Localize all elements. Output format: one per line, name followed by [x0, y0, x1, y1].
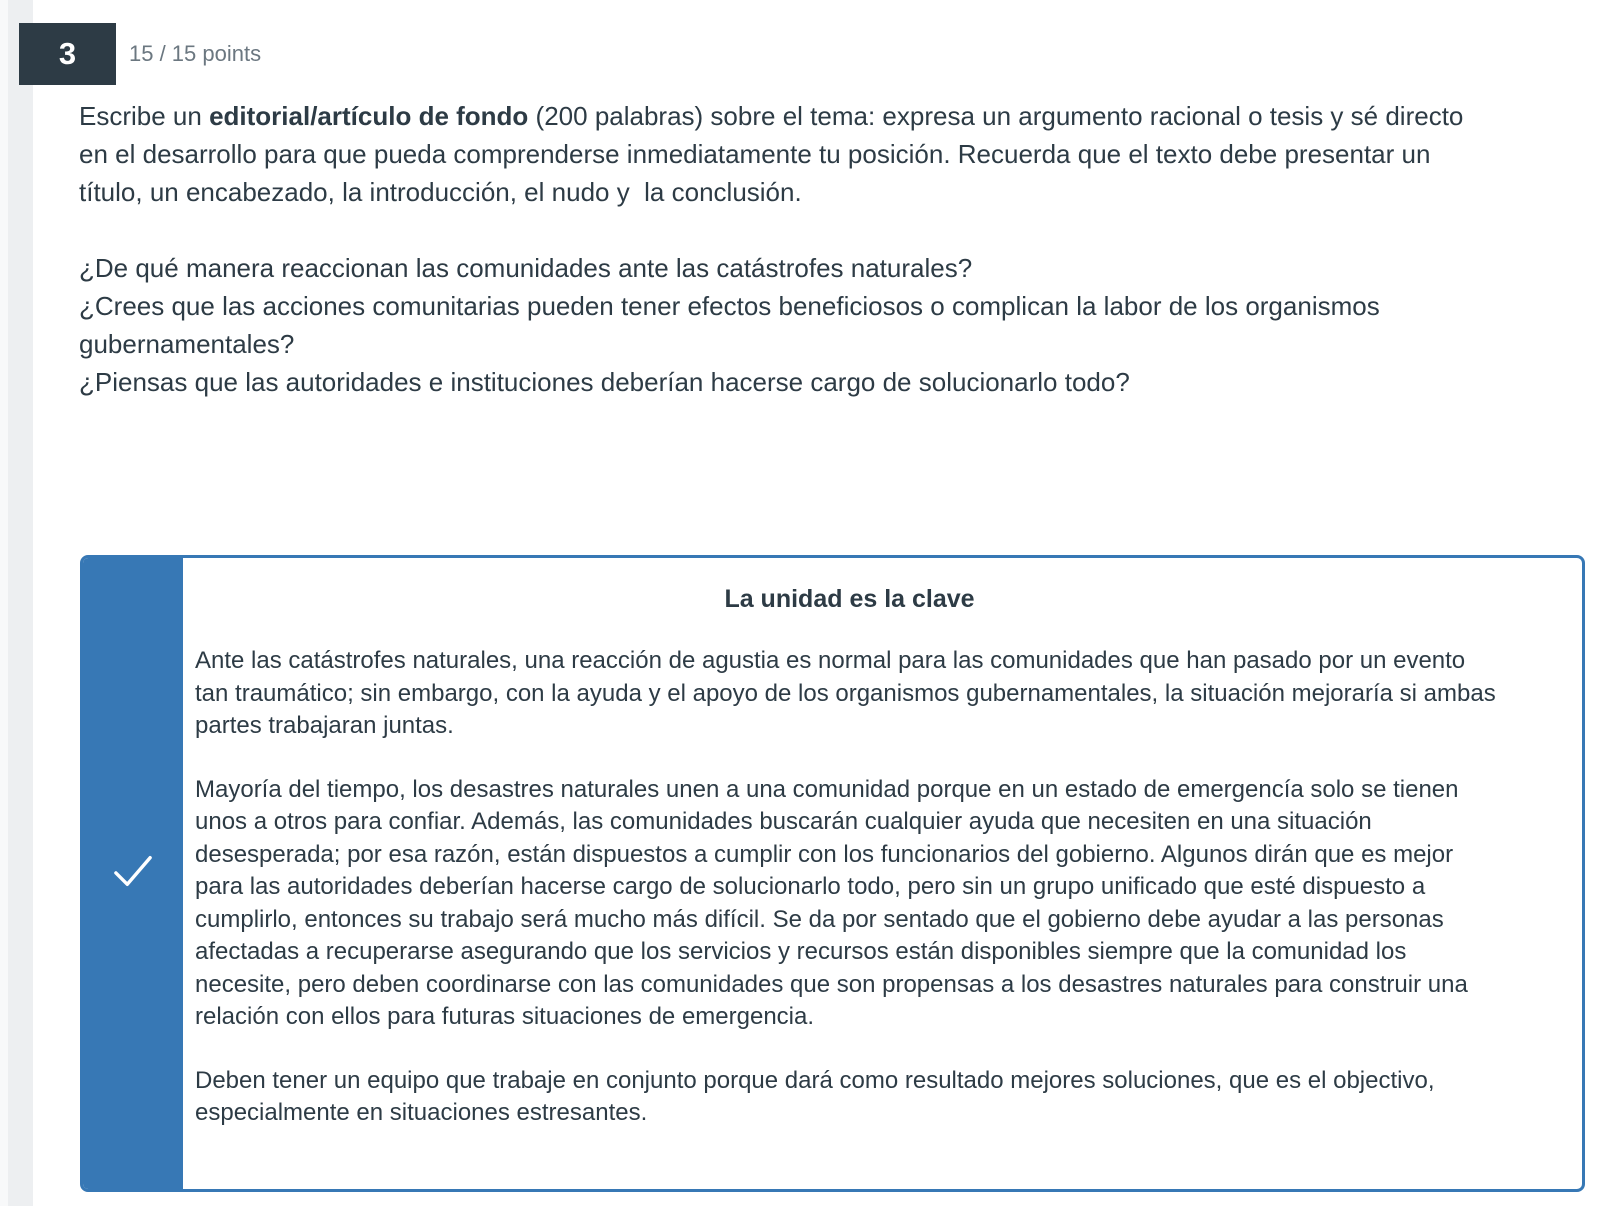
question-card-edge — [8, 0, 33, 1206]
prompt-intro-prefix: Escribe un — [79, 101, 210, 131]
checkmark-icon — [110, 852, 156, 895]
page-left-gutter — [0, 0, 8, 1206]
prompt-question-1: ¿De qué manera reaccionan las comunidades ante las catástrofes naturales? — [79, 253, 973, 283]
prompt-intro-bold: editorial/artículo de fondo — [209, 101, 529, 131]
student-answer-box — [80, 555, 1585, 1192]
question-number: 3 — [58, 36, 77, 71]
question-number-badge — [19, 23, 116, 85]
answer-paragraph-2: Mayoría del tiempo, los desastres naturales unen a una comunidad porque en un estado de emergencía solo se tienen unos a otros para confiar. Además, las comunidades buscarán cualquier ayuda que necesiten en una situación desesperada; por esa razón, están dispuestos a cumplir con los funcionarios del gobierno. Algunos dirán que es mejor para las autoridades deberían hacerse cargo de solucionarlo todo, pero sin un grupo unificado que esté dispuesto a cumplirlo, entonces su trabajo será mucho más difícil. Se da por sentado que el gobierno debe ayudar a las personas afectadas a recuperarse asegurando que los servicios y recursos están disponibles siempre que la comunidad los necesite, pero deben coordinarse con las comunidades que son propensas a los desastres naturales para construir una relación con ellos para futuras situaciones de emergencia. — [195, 775, 1468, 1030]
answer-paragraph-1: Ante las catástrofes naturales, una reacción de agustia es normal para las comunidades que han pasado por un evento tan traumático; sin embargo, con la ayuda y el apoyo de los organismos gubernamentales, la situación mejoraría si ambas partes trabajaran juntas. — [195, 647, 1496, 739]
question-points: 15 / 15 points — [129, 41, 262, 66]
prompt-question-2: ¿Crees que las acciones comunitarias pueden tener efectos beneficiosos o complican la labor de los organismos gubernamentales? — [79, 291, 1380, 359]
correct-answer-indicator — [83, 558, 183, 1189]
answer-content — [183, 558, 1582, 1189]
prompt-intro-suffix: (200 palabras) sobre el tema: expresa un argumento racional o tesis y sé directo en el desarrollo para que pueda comprenderse inmediatamente tu posición. Recuerda que el texto debe presentar un título, un encabezado, la introducción, el nudo y la conclusión. — [79, 101, 1471, 207]
prompt-intro — [79, 97, 1499, 211]
answer-title: La unidad es la clave — [724, 585, 975, 613]
question-prompt — [79, 97, 1499, 401]
prompt-question-3: ¿Piensas que las autoridades e instituciones deberían hacerse cargo de solucionarlo todo? — [79, 367, 1130, 397]
answer-paragraph-3: Deben tener un equipo que trabaje en conjunto porque dará como resultado mejores soluciones, que es el objectivo, especialmente en situaciones estresantes. — [195, 1066, 1435, 1126]
